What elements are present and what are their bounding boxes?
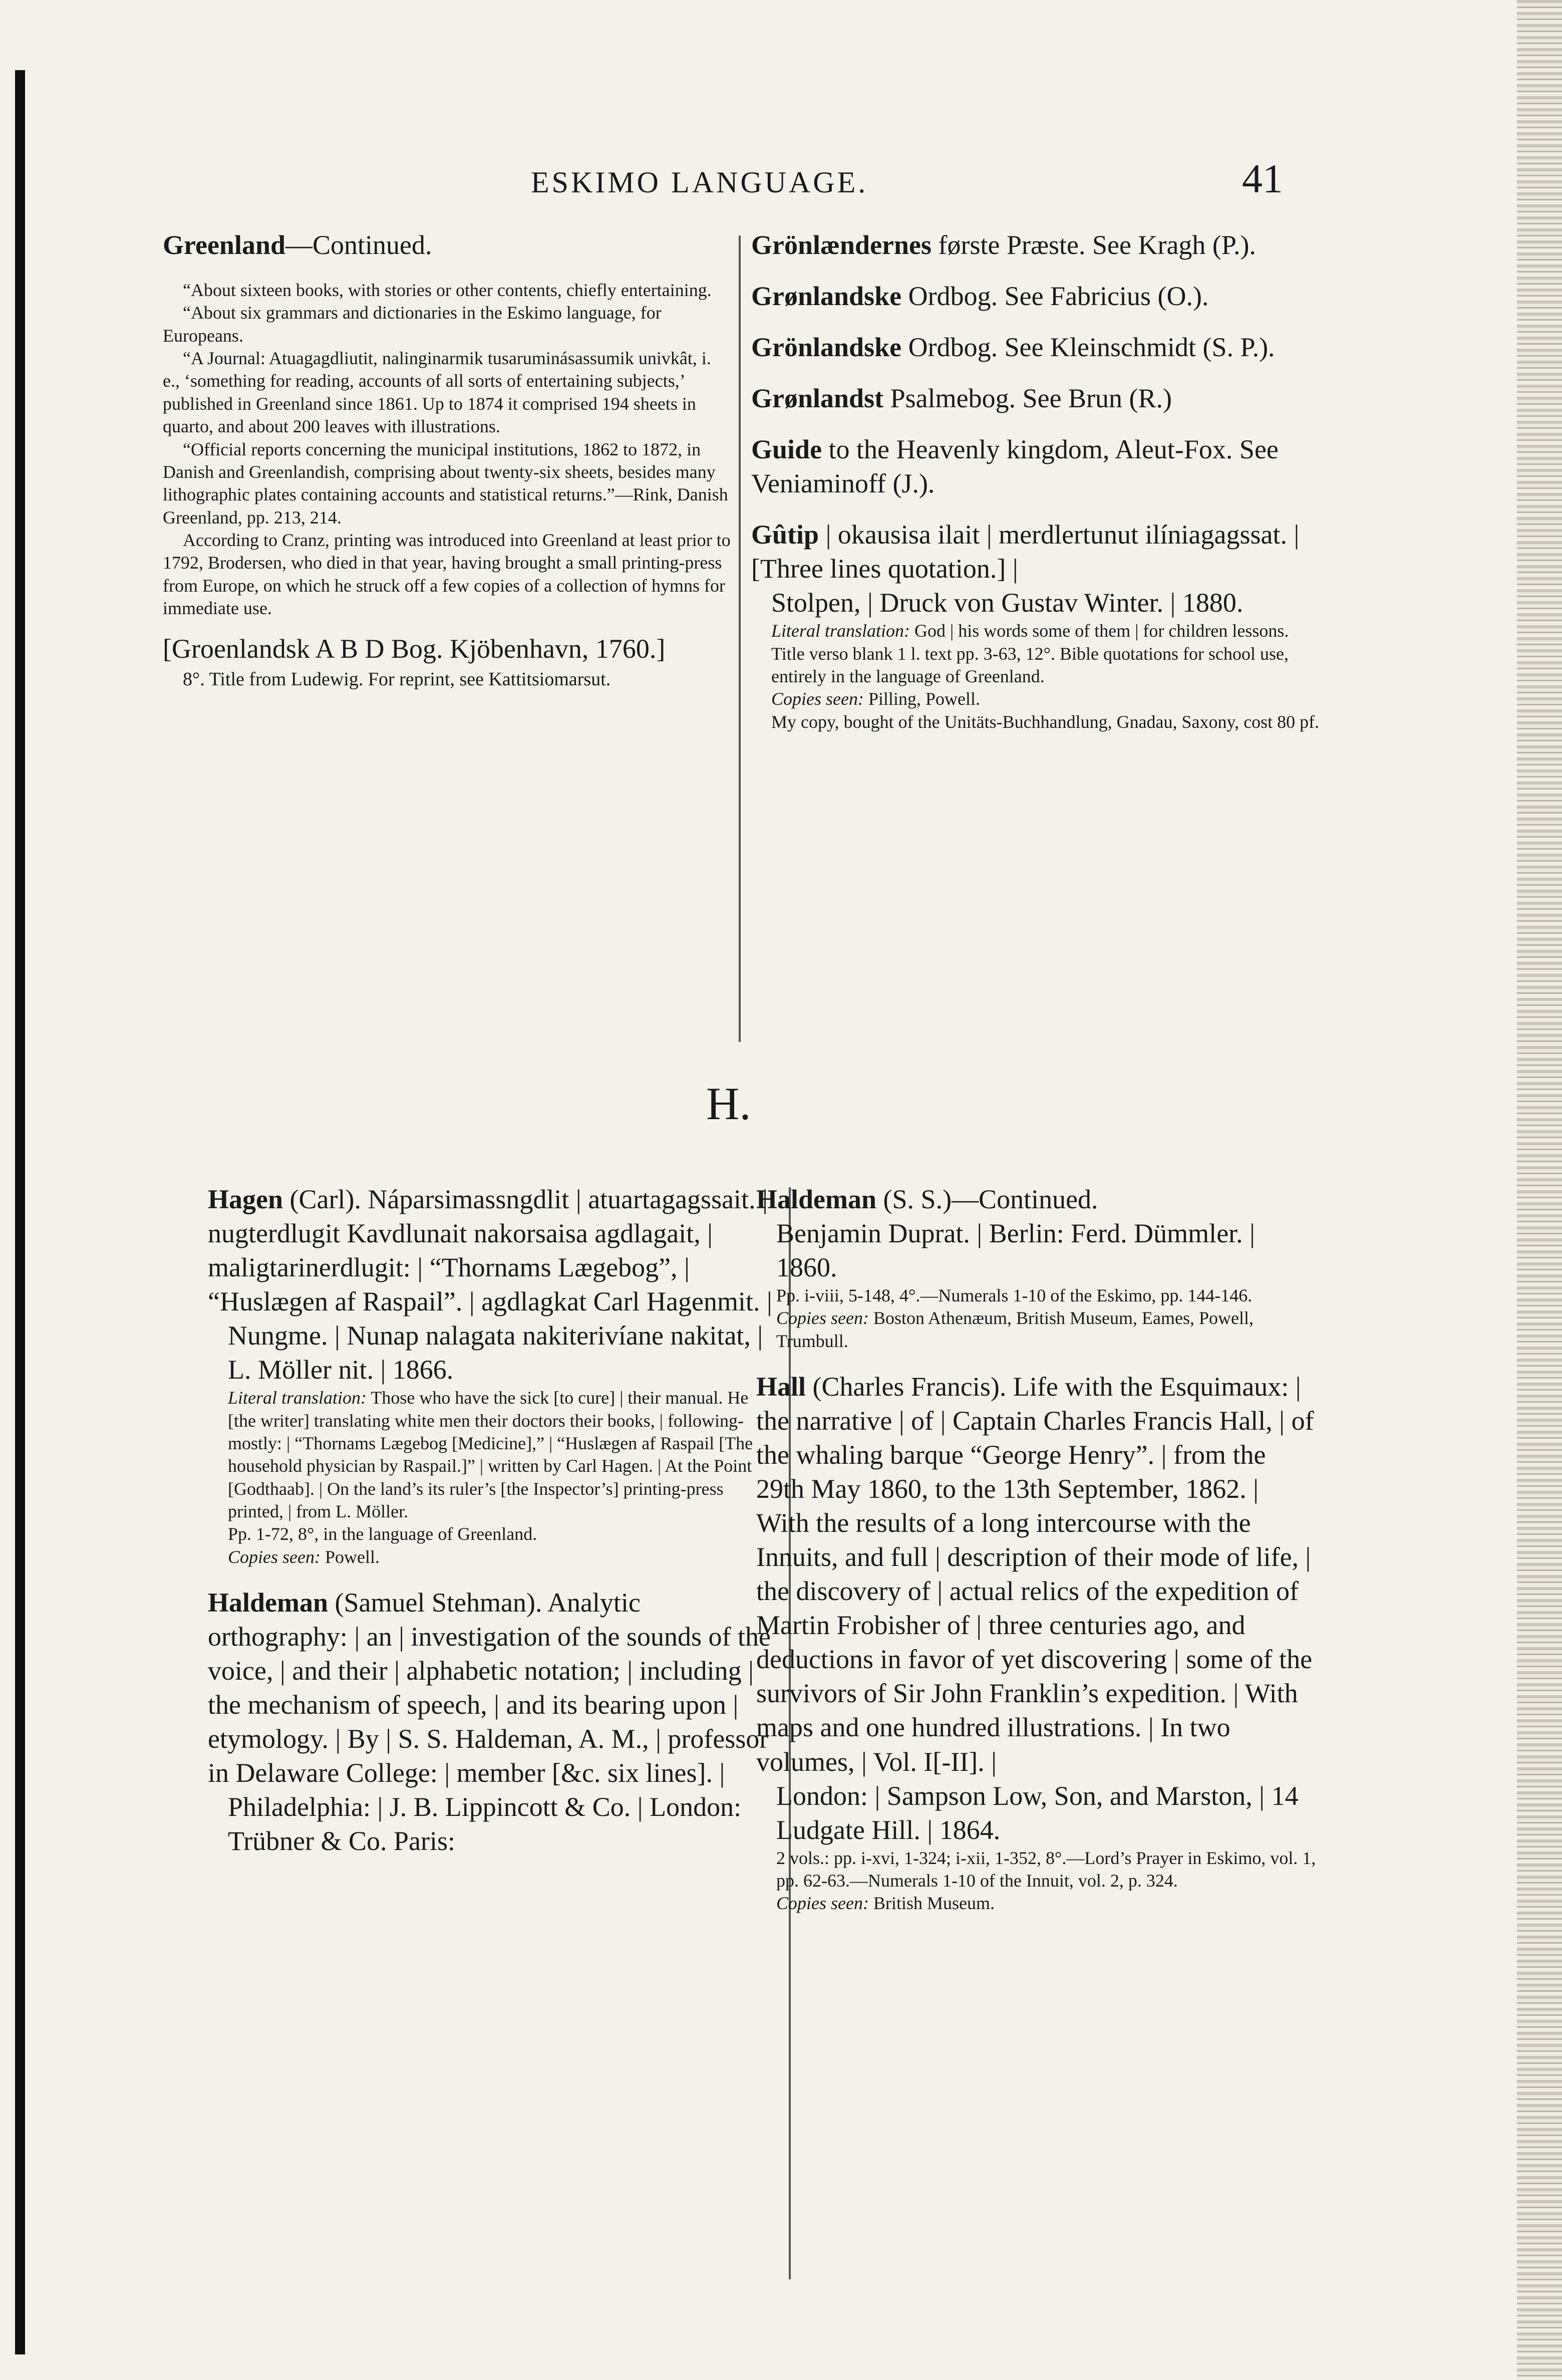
index-entry [751, 432, 1322, 500]
greenland-paragraph: “A Journal: Atuagagdliutit, nalinginarmik tusaruminásassumik univkât, i. e., ‘something for reading, accounts of all sorts of entertaining subjects,’ published in Greenland since 1861. Up to 1874 it comprised 194 sheets in quarto, and about 200 leaves with illustrations. [163, 348, 711, 437]
literal-text: Those who have the sick [to cure] | their manual. He [the writer] translating white men their doctors their books, | following-mostly: | “Thornams Lægebog [Medicine],” | “Huslægen af Raspail [The household physician by Raspail.]” | written by Carl Hagen. | At the Point [Godthaab]. | On the land’s its ruler’s [the Inspector’s] printing-press printed, | from L. Möller. [228, 1388, 753, 1521]
entry-head: Hagen [208, 1184, 283, 1214]
index-entry [751, 330, 1322, 364]
index-entry [751, 279, 1322, 313]
index-entry [751, 228, 1322, 262]
hagen-entry [208, 1182, 774, 1318]
haldeman-continued-heading [756, 1182, 1317, 1216]
copies-text: Boston Athenæum, British Museum, Eames, Powell, Trumbull. [776, 1308, 1254, 1351]
entry-name: (Samuel Stehman). [335, 1588, 542, 1618]
entry-text: Ordbog. See Kleinschmidt (S. P.). [908, 332, 1275, 363]
gutip-my-copy: My copy, bought of the Unitäts-Buchhandlung, Gnadau, Saxony, cost 80 pf. [771, 711, 1320, 732]
greenland-paragraph: “Official reports concerning the municipal institutions, 1862 to 1872, in Danish and Greenlandish, comprising about twenty-six sheets, besides many lithographic plates containing accounts and statistical returns.”—Rink, Danish Greenland, pp. 213, 214. [163, 439, 728, 527]
hall-publication: London: | Sampson Low, Son, and Marston, | 14 Ludgate Hill. | 1864. [776, 1780, 1299, 1845]
column-rule-top [739, 235, 741, 1042]
entry-title: Life with the Esquimaux: | the narrative | of | Captain Charles Francis Hall, | of the whaling barque “George Henry”. | from the 29th May 1860, to the 13th September, 1862. | With the results of a long intercourse with the Innuits, and full | description of their mode of life, | the discovery of | actual relics of the expedition of Martin Frobisher of | three centuries ago, and deductions in favor of yet discovering | some of the survivors of Sir John Franklin’s expedition. | With maps and one hundred illustrations. | In two volumes, | Vol. I[-II]. | [756, 1372, 1314, 1777]
entry-head: Grönlændernes [751, 230, 932, 260]
copies-label: Copies seen: [228, 1546, 321, 1567]
entry-name: (Carl). [289, 1184, 361, 1214]
hall-copies [756, 1892, 1317, 1915]
greenland-paragraph: “About sixteen books, with stories or other contents, chiefly entertaining. [183, 280, 712, 301]
entry-head: Haldeman [756, 1184, 877, 1214]
gutip-description: Title verso blank 1 l. text pp. 3-63, 12°. Bible quotations for school use, entirely in the language of Greenland. [771, 643, 1289, 686]
entry-text: første Præste. See Kragh (P.). [938, 230, 1256, 260]
copies-text: Pilling, Powell. [868, 689, 980, 709]
copies-label: Copies seen: [771, 689, 864, 709]
gutip-copies [751, 688, 1322, 710]
haldeman-continued-publication: Benjamin Duprat. | Berlin: Ferd. Dümmler. | 1860. [776, 1218, 1255, 1283]
copies-text: British Museum. [873, 1893, 995, 1914]
greenland-head: Greenland [163, 230, 286, 260]
continued-suffix: (S. S.)—Continued. [883, 1184, 1098, 1214]
hagen-description: Pp. 1-72, 8°, in the language of Greenland. [228, 1524, 537, 1544]
greenland-paragraph: According to Cranz, printing was introduced into Greenland at least prior to 1792, Brodersen, who died in that year, having brought a small printing-press from Europe, on which he struck off a few copies of a collection of hymns for immediate use. [163, 530, 731, 619]
entry-head: Gûtip [751, 519, 819, 550]
entry-title: Náparsimassngdlit | atuartagagssait. | nugterdlugit Kavdlunait nakorsaisa agdlagait, | maligtarinerdlugit: | “Thornams Lægebog”, | “Huslægen af Raspail”. | agdlagkat Carl Hagenmit. | [208, 1184, 772, 1317]
entry-head: Grönlandske [751, 332, 902, 363]
scan-edge-right [1517, 0, 1562, 2380]
scan-edge-left [15, 70, 25, 2354]
haldeman-continued-description: Pp. i-viii, 5-148, 4°.—Numerals 1-10 of the Eskimo, pp. 144-146. [776, 1285, 1253, 1306]
hagen-copies [208, 1546, 774, 1568]
index-entry [751, 381, 1322, 415]
right-top-column [751, 228, 1322, 733]
hagen-publication: Nungme. | Nunap nalagata nakiterivíane nakitat, | L. Möller nit. | 1866. [228, 1320, 763, 1385]
entry-text: to the Heavenly kingdom, Aleut-Fox. See Veniaminoff (J.). [751, 434, 1279, 499]
gutip-publication: Stolpen, | Druck von Gustav Winter. | 1880. [771, 588, 1243, 618]
entry-text: Psalmebog. See Brun (R.) [890, 383, 1172, 414]
literal-label: Literal translation: [228, 1388, 367, 1408]
entry-head: Grønlandst [751, 383, 884, 414]
left-bottom-column [208, 1182, 774, 1858]
entry-head: Hall [756, 1372, 806, 1402]
groenlandsk-note: 8°. Title from Ludewig. For reprint, see Kattitsiomarsut. [183, 669, 611, 690]
entry-head: Haldeman [208, 1588, 329, 1618]
entry-head: Guide [751, 434, 822, 465]
greenland-continued-heading [163, 228, 731, 262]
greenland-continued-suffix: —Continued. [285, 230, 432, 260]
literal-text: God | his words some of them | for children lessons. [914, 621, 1289, 641]
hagen-literal [208, 1387, 774, 1523]
entry-head: Grønlandske [751, 281, 902, 312]
haldeman-publication: Philadelphia: | J. B. Lippincott & Co. | London: Trübner & Co. Paris: [228, 1792, 742, 1857]
left-top-column [163, 228, 731, 694]
groenlandsk-entry: [Groenlandsk A B D Bog. Kjöbenhavn, 1760.] [163, 634, 666, 664]
gutip-literal [751, 620, 1322, 642]
gutip-entry [751, 517, 1322, 586]
copies-label: Copies seen: [776, 1893, 869, 1914]
right-bottom-column [756, 1182, 1317, 1915]
entry-name: (Charles Francis). [812, 1372, 1007, 1402]
haldeman-entry [208, 1585, 774, 1790]
haldeman-continued-copies [756, 1307, 1317, 1353]
entry-title: Analytic orthography: | an | investigation of the sounds of the voice, | and their | alphabetic notation; | including | the mechanism of speech, | and its bearing upon | etymology. | By | S. S. Haldeman, A. M., | professor in Delaware College: | member [&c. six lines]. | [208, 1588, 771, 1788]
hall-description: 2 vols.: pp. i-xvi, 1-324; i-xii, 1-352, 8°.—Lord’s Prayer in Eskimo, vol. 1, pp. 62-63.—Numerals 1-10 of the Innuit, vol. 2, p. 324. [776, 1847, 1316, 1891]
literal-label: Literal translation: [771, 621, 910, 641]
hall-entry [756, 1370, 1317, 1778]
running-head: ESKIMO LANGUAGE. [531, 166, 868, 199]
entry-text: | okausisa ilait | merdlertunut ilíniagagssat. | [Three lines quotation.] | [751, 519, 1300, 584]
greenland-paragraph: “About six grammars and dictionaries in the Eskimo language, for Europeans. [163, 303, 662, 346]
page-number: 41 [1242, 156, 1283, 201]
section-letter: H. [706, 1078, 751, 1129]
copies-text: Powell. [325, 1546, 380, 1567]
entry-text: Ordbog. See Fabricius (O.). [908, 281, 1209, 312]
copies-label: Copies seen: [776, 1308, 869, 1329]
